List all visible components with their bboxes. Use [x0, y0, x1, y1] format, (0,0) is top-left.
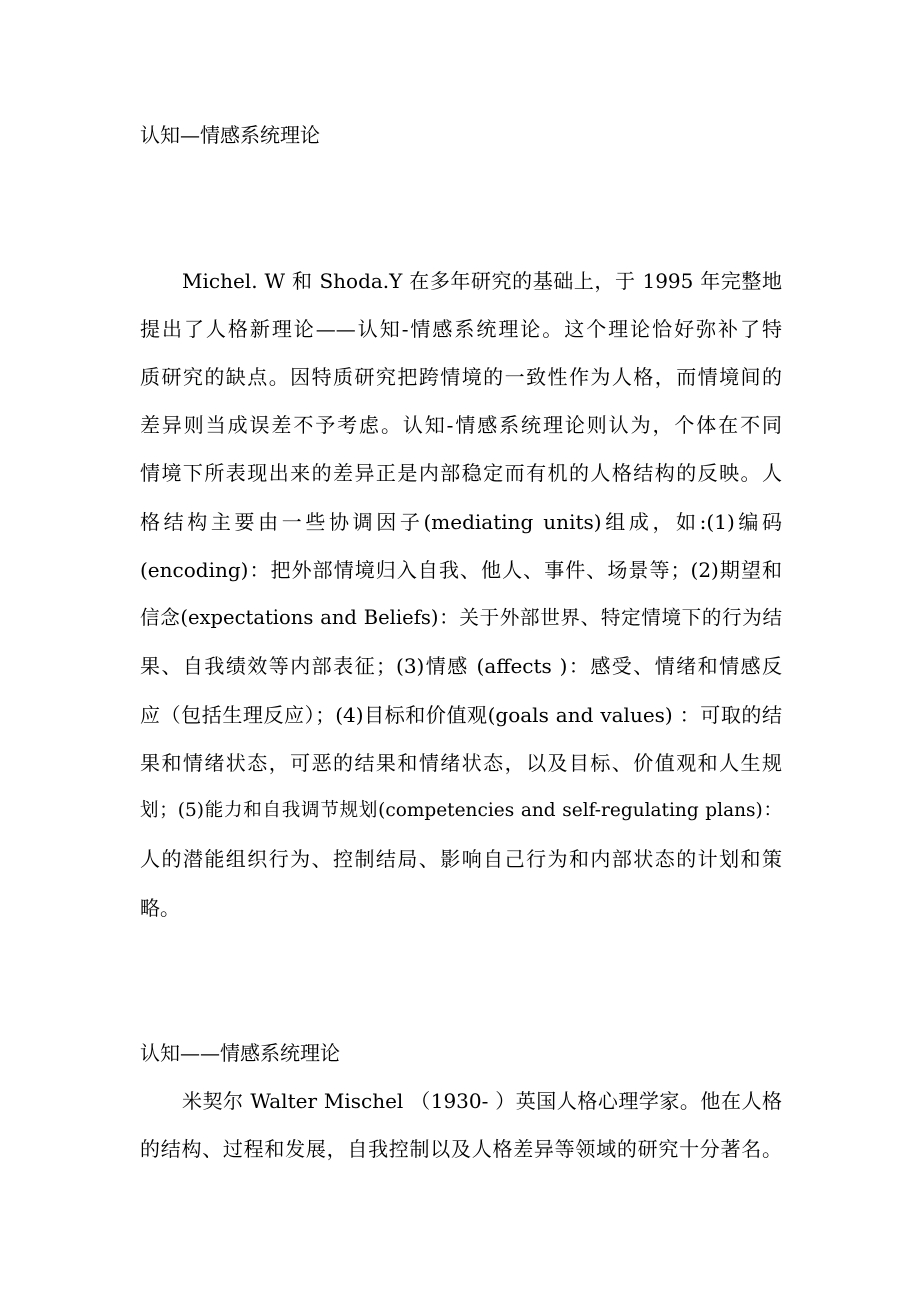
paragraph-line: 质研究的缺点。因特质研究把跨情境的一致性作为人格，而情境间的 [140, 365, 782, 389]
paragraph-line: 情境下所表现出来的差异正是内部稳定而有机的人格结构的反映。人 [140, 461, 782, 485]
paragraph-line: (encoding)：把外部情境归入自我、他人、事件、场景等；(2)期望和 [140, 558, 782, 582]
paragraph-line: Michel. W 和 Shoda.Y 在多年研究的基础上，于 1995 年完整地 [182, 269, 782, 293]
paragraph-line: 应（包括生理反应）；(4)目标和价值观(goals and values) ：可取的结 [140, 703, 782, 727]
section-heading-2: 认知——情感系统理论 [140, 1041, 340, 1065]
paragraph-line: 差异则当成误差不予考虑。认知-情感系统理论则认为，个体在不同 [140, 413, 782, 437]
paragraph-line: 提出了人格新理论——认知-情感系统理论。这个理论恰好弥补了特 [140, 317, 782, 341]
paragraph-line: 果、自我绩效等内部表征；(3)情感 (affects )：感受、情绪和情感反 [140, 654, 782, 678]
paragraph-line: 划；(5)能力和自我调节规划(competencies and self-regulating plans)： [140, 800, 782, 821]
paragraph-line: 的结构、过程和发展，自我控制以及人格差异等领域的研究十分著名。 [140, 1137, 782, 1161]
paragraph-line: 人的潜能组织行为、控制结局、影响自己行为和内部状态的计划和策 [140, 847, 782, 871]
paragraph-line: 略。 [140, 896, 180, 920]
section-heading-1: 认知—情感系统理论 [140, 123, 320, 147]
paragraph-line: 米契尔 Walter Mischel （1930- ）英国人格心理学家。他在人格 [182, 1089, 782, 1113]
paragraph-line: 格结构主要由一些协调因子(mediating units)组成，如:(1)编码 [140, 510, 782, 534]
paragraph-line: 信念(expectations and Beliefs)：关于外部世界、特定情境下的行为结 [140, 606, 782, 629]
paragraph-line: 果和情绪状态，可恶的结果和情绪状态，以及目标、价值观和人生规 [140, 751, 782, 775]
